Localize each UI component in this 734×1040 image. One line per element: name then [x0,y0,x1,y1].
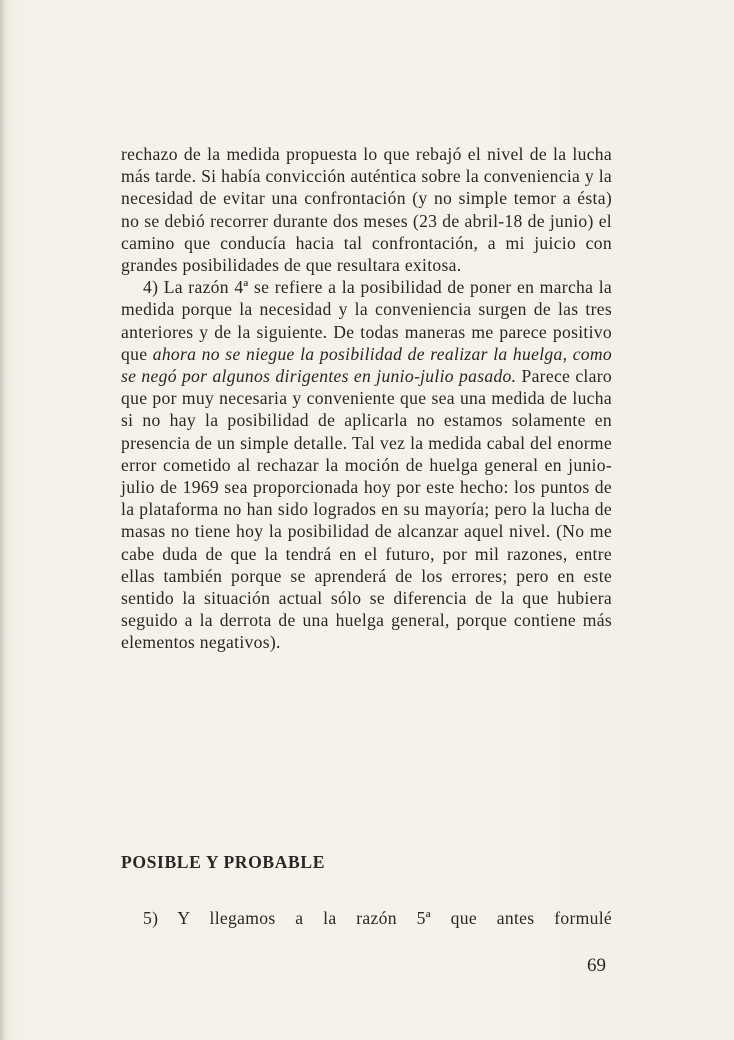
section-heading: POSIBLE Y PROBABLE [121,852,326,872]
paragraph-4-start: 4) La razón 4ª se refiere a la posibilidad de poner en marcha la medida porque la necesidad y la conveniencia surgen de las tres anteriores y de la siguiente. De todas maneras me parece positivo que [121,277,612,364]
book-spine-shadow [0,0,6,1040]
paragraph-4-end: Parece claro que por muy necesaria y conveniente que sea una medida de lucha si no hay la posibilidad de aplicarla no estamos solamente en presencia de un simple detalle. Tal vez la medida cabal del enorme error cometido al rechazar la moción de huelga general en junio-julio de 1969 sea proporcionada hoy por este hecho: los puntos de la plataforma no han sido logrados en su mayoría; pero la lucha de masas no tiene hoy la posibilidad de alcanzar aquel nivel. (No me cabe duda de que la tendrá en el futuro, por mil razones, entre ellas también porque se aprenderá de los errores; pero en este sentido la situación actual sólo se diferencia de la que hubiera seguido a la derrota de una huelga general, porque contiene más elementos negativos). [121,366,612,653]
paragraph-5: 5) Y llegamos a la razón 5ª que antes formulé [143,908,612,928]
page-number: 69 [587,955,606,976]
paragraph-4 [121,276,612,653]
paragraph-4-italic: ahora no se niegue la posibilidad de realizar la huelga, como se negó por algunos dirigentes en junio-julio pasado. [121,343,612,387]
body-text [121,143,612,654]
paragraph-continued: rechazo de la medida propuesta lo que rebajó el nivel de la lucha más tarde. Si había convicción auténtica sobre la conveniencia y la necesidad de evitar una confrontación (y no simple temor a ésta) no se debió recorrer durante dos meses (23 de abril-18 de junio) el camino que conducía hacia tal confrontación, a mi juicio con grandes posibilidades de que resultara exitosa. [121,144,612,276]
